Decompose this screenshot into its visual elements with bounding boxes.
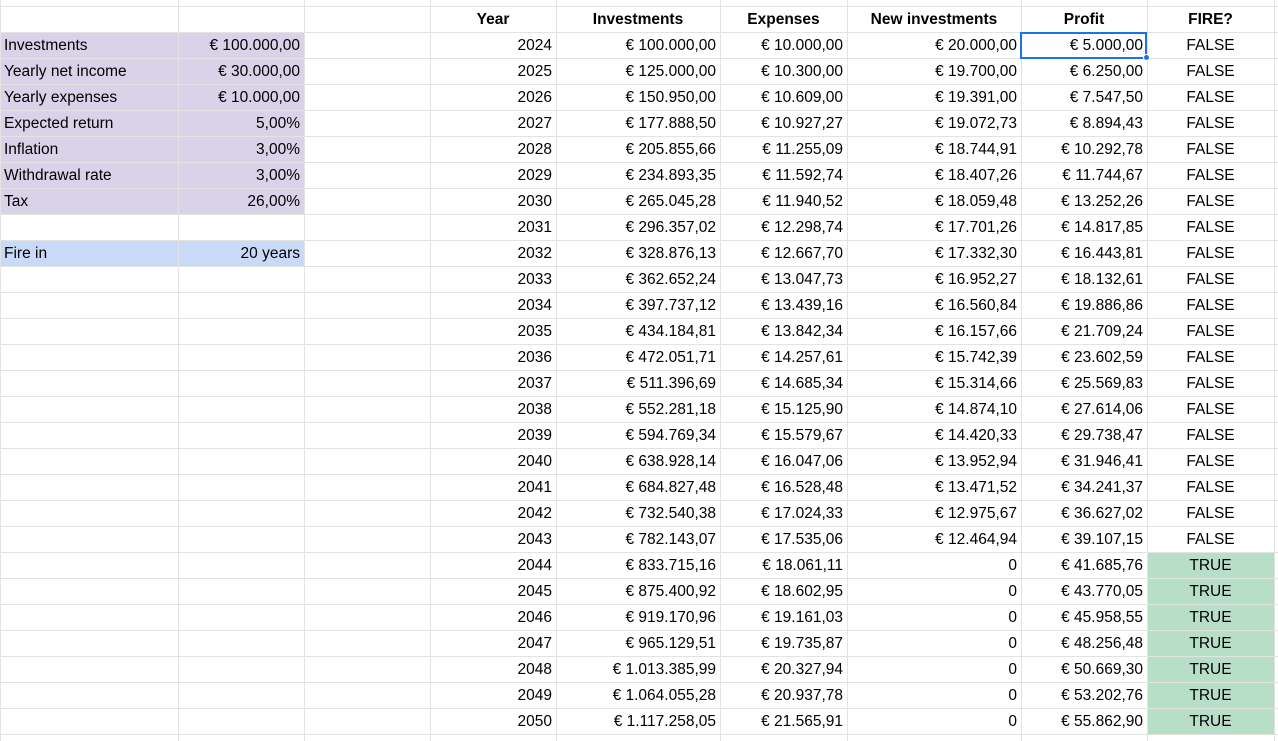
investments-cell[interactable]: € 434.184,81 — [625, 323, 716, 340]
expenses-cell[interactable]: € 21.565,91 — [761, 713, 843, 730]
param-value[interactable]: 3,00% — [256, 167, 300, 184]
expenses-cell[interactable]: € 16.528,48 — [761, 479, 843, 496]
new-investments-cell[interactable]: 0 — [1008, 635, 1017, 652]
new-investments-cell[interactable]: € 13.471,52 — [935, 479, 1017, 496]
profit-cell[interactable]: € 16.443,81 — [1061, 245, 1143, 262]
year-cell[interactable]: 2026 — [517, 89, 552, 106]
new-investments-cell[interactable]: € 16.560,84 — [935, 297, 1017, 314]
investments-cell[interactable]: € 150.950,00 — [625, 89, 716, 106]
param-label[interactable]: Yearly expenses — [4, 89, 118, 106]
investments-cell[interactable]: € 397.737,12 — [625, 297, 716, 314]
investments-cell[interactable]: € 205.855,66 — [625, 141, 716, 158]
param-label[interactable]: Expected return — [4, 115, 114, 132]
year-cell[interactable]: 2043 — [517, 531, 552, 548]
fire-cell[interactable]: TRUE — [1189, 635, 1232, 652]
expenses-cell[interactable]: € 15.579,67 — [761, 427, 843, 444]
profit-cell[interactable]: € 29.738,47 — [1061, 427, 1143, 444]
new-investments-cell[interactable]: € 19.700,00 — [935, 63, 1017, 80]
expenses-cell[interactable]: € 10.000,00 — [761, 37, 843, 54]
investments-cell[interactable]: € 594.769,34 — [625, 427, 716, 444]
year-cell[interactable]: 2038 — [517, 401, 552, 418]
expenses-cell[interactable]: € 12.298,74 — [761, 219, 843, 236]
profit-cell[interactable]: € 14.817,85 — [1061, 219, 1143, 236]
expenses-cell[interactable]: € 18.602,95 — [761, 583, 843, 600]
fire-cell[interactable]: FALSE — [1186, 271, 1235, 288]
fire-cell[interactable]: FALSE — [1186, 479, 1235, 496]
year-cell[interactable]: 2048 — [517, 661, 552, 678]
profit-cell[interactable]: € 27.614,06 — [1061, 401, 1143, 418]
grid-col-line — [1274, 0, 1275, 741]
investments-cell[interactable]: € 1.013.385,99 — [612, 661, 716, 678]
investments-cell[interactable]: € 684.827,48 — [625, 479, 716, 496]
fire-cell[interactable]: FALSE — [1186, 141, 1235, 158]
fire-cell[interactable]: FALSE — [1186, 349, 1235, 366]
new-investments-cell[interactable]: € 14.874,10 — [935, 401, 1017, 418]
fire-in-value[interactable]: 20 years — [240, 245, 300, 262]
year-cell[interactable]: 2030 — [517, 193, 552, 210]
year-cell[interactable]: 2045 — [517, 583, 552, 600]
profit-cell[interactable]: € 43.770,05 — [1061, 583, 1143, 600]
investments-cell[interactable]: € 362.652,24 — [625, 271, 716, 288]
param-label[interactable]: Yearly net income — [4, 63, 127, 80]
param-value[interactable]: 3,00% — [256, 141, 300, 158]
profit-cell[interactable]: € 5.000,00 — [1069, 37, 1143, 54]
header-fire[interactable]: FIRE? — [1188, 11, 1233, 28]
new-investments-cell[interactable]: € 15.314,66 — [935, 375, 1017, 392]
year-cell[interactable]: 2029 — [517, 167, 552, 184]
new-investments-cell[interactable]: € 17.701,26 — [935, 219, 1017, 236]
expenses-cell[interactable]: € 10.609,00 — [761, 89, 843, 106]
year-cell[interactable]: 2046 — [517, 609, 552, 626]
fire-cell[interactable]: FALSE — [1186, 375, 1235, 392]
expenses-cell[interactable]: € 20.327,94 — [761, 661, 843, 678]
new-investments-cell[interactable]: 0 — [1008, 687, 1017, 704]
profit-cell[interactable]: € 13.252,26 — [1061, 193, 1143, 210]
year-cell[interactable]: 2025 — [517, 63, 552, 80]
fire-cell[interactable]: FALSE — [1186, 505, 1235, 522]
profit-cell[interactable]: € 31.946,41 — [1061, 453, 1143, 470]
expenses-cell[interactable]: € 12.667,70 — [761, 245, 843, 262]
investments-cell[interactable]: € 833.715,16 — [625, 557, 716, 574]
expenses-cell[interactable]: € 11.255,09 — [762, 141, 843, 158]
year-cell[interactable]: 2035 — [517, 323, 552, 340]
new-investments-cell[interactable]: 0 — [1008, 713, 1017, 730]
param-value[interactable]: 5,00% — [256, 115, 300, 132]
investments-cell[interactable]: € 296.357,02 — [625, 219, 716, 236]
new-investments-cell[interactable]: € 13.952,94 — [935, 453, 1017, 470]
year-cell[interactable]: 2032 — [517, 245, 552, 262]
expenses-cell[interactable]: € 11.940,52 — [762, 193, 843, 210]
fire-cell[interactable]: TRUE — [1189, 661, 1232, 678]
year-cell[interactable]: 2041 — [517, 479, 552, 496]
profit-cell[interactable]: € 36.627,02 — [1061, 505, 1143, 522]
new-investments-cell[interactable]: € 18.407,26 — [935, 167, 1017, 184]
profit-cell[interactable]: € 55.862,90 — [1061, 713, 1143, 730]
header-new-investments[interactable]: New investments — [870, 11, 998, 28]
profit-cell[interactable]: € 50.669,30 — [1061, 661, 1143, 678]
profit-cell[interactable]: € 53.202,76 — [1061, 687, 1143, 704]
expenses-cell[interactable]: € 17.535,06 — [761, 531, 843, 548]
expenses-cell[interactable]: € 16.047,06 — [761, 453, 843, 470]
expenses-cell[interactable]: € 15.125,90 — [761, 401, 843, 418]
new-investments-cell[interactable]: € 17.332,30 — [935, 245, 1017, 262]
fire-cell[interactable]: FALSE — [1186, 531, 1235, 548]
profit-cell[interactable]: € 23.602,59 — [1061, 349, 1143, 366]
new-investments-cell[interactable]: € 20.000,00 — [935, 37, 1017, 54]
year-cell[interactable]: 2028 — [517, 141, 552, 158]
year-cell[interactable]: 2049 — [517, 687, 552, 704]
new-investments-cell[interactable]: € 19.391,00 — [935, 89, 1017, 106]
expenses-cell[interactable]: € 19.735,87 — [761, 635, 843, 652]
fill-handle[interactable] — [1143, 54, 1150, 61]
fire-cell[interactable]: FALSE — [1186, 89, 1235, 106]
param-label[interactable]: Investments — [4, 37, 88, 54]
investments-cell[interactable]: € 177.888,50 — [625, 115, 716, 132]
param-value[interactable]: 26,00% — [247, 193, 300, 210]
expenses-cell[interactable]: € 20.937,78 — [761, 687, 843, 704]
profit-cell[interactable]: € 8.894,43 — [1069, 115, 1143, 132]
investments-cell[interactable]: € 234.893,35 — [625, 167, 716, 184]
expenses-cell[interactable]: € 18.061,11 — [762, 557, 843, 574]
header-investments[interactable]: Investments — [592, 11, 684, 28]
expenses-cell[interactable]: € 13.842,34 — [761, 323, 843, 340]
profit-cell[interactable]: € 6.250,00 — [1069, 63, 1143, 80]
header-profit[interactable]: Profit — [1063, 11, 1105, 28]
investments-cell[interactable]: € 919.170,96 — [625, 609, 716, 626]
fire-cell[interactable]: TRUE — [1189, 583, 1232, 600]
new-investments-cell[interactable]: € 16.952,27 — [935, 271, 1017, 288]
fire-cell[interactable]: FALSE — [1186, 245, 1235, 262]
profit-cell[interactable]: € 45.958,55 — [1061, 609, 1143, 626]
fire-cell[interactable]: FALSE — [1186, 37, 1235, 54]
expenses-cell[interactable]: € 14.257,61 — [761, 349, 843, 366]
fire-cell[interactable]: FALSE — [1186, 167, 1235, 184]
year-cell[interactable]: 2050 — [517, 713, 552, 730]
fire-cell[interactable]: FALSE — [1186, 193, 1235, 210]
year-cell[interactable]: 2036 — [517, 349, 552, 366]
investments-cell[interactable]: € 965.129,51 — [625, 635, 716, 652]
year-cell[interactable]: 2047 — [517, 635, 552, 652]
fire-cell[interactable]: TRUE — [1189, 609, 1232, 626]
expenses-cell[interactable]: € 13.439,16 — [761, 297, 843, 314]
investments-cell[interactable]: € 265.045,28 — [625, 193, 716, 210]
profit-cell[interactable]: € 7.547,50 — [1069, 89, 1143, 106]
investments-cell[interactable]: € 875.400,92 — [625, 583, 716, 600]
investments-cell[interactable]: € 1.064.055,28 — [612, 687, 716, 704]
expenses-cell[interactable]: € 10.927,27 — [761, 115, 843, 132]
fire-cell[interactable]: TRUE — [1189, 687, 1232, 704]
new-investments-cell[interactable]: € 19.072,73 — [935, 115, 1017, 132]
param-label[interactable]: Withdrawal rate — [4, 167, 112, 184]
profit-cell[interactable]: € 34.241,37 — [1061, 479, 1143, 496]
fire-cell[interactable]: FALSE — [1186, 427, 1235, 444]
fire-in-label[interactable]: Fire in — [4, 245, 48, 262]
new-investments-cell[interactable]: € 12.975,67 — [935, 505, 1017, 522]
fire-cell[interactable]: FALSE — [1186, 297, 1235, 314]
investments-cell[interactable]: € 732.540,38 — [625, 505, 716, 522]
new-investments-cell[interactable]: € 12.464,94 — [935, 531, 1017, 548]
profit-cell[interactable]: € 11.744,67 — [1062, 167, 1143, 184]
investments-cell[interactable]: € 552.281,18 — [625, 401, 716, 418]
investments-cell[interactable]: € 100.000,00 — [625, 37, 716, 54]
investments-cell[interactable]: € 125.000,00 — [625, 63, 716, 80]
fire-cell[interactable]: TRUE — [1189, 713, 1232, 730]
param-label[interactable]: Tax — [4, 193, 29, 210]
year-cell[interactable]: 2044 — [517, 557, 552, 574]
fire-cell[interactable]: FALSE — [1186, 219, 1235, 236]
year-cell[interactable]: 2039 — [517, 427, 552, 444]
fire-cell[interactable]: FALSE — [1186, 63, 1235, 80]
header-expenses[interactable]: Expenses — [747, 11, 820, 28]
expenses-cell[interactable]: € 11.592,74 — [762, 167, 843, 184]
expenses-cell[interactable]: € 13.047,73 — [761, 271, 843, 288]
expenses-cell[interactable]: € 10.300,00 — [761, 63, 843, 80]
new-investments-cell[interactable]: € 15.742,39 — [935, 349, 1017, 366]
fire-cell[interactable]: FALSE — [1186, 323, 1235, 340]
year-cell[interactable]: 2037 — [517, 375, 552, 392]
profit-cell[interactable]: € 39.107,15 — [1061, 531, 1143, 548]
profit-cell[interactable]: € 25.569,83 — [1061, 375, 1143, 392]
profit-cell[interactable]: € 48.256,48 — [1061, 635, 1143, 652]
param-value[interactable]: € 30.000,00 — [218, 63, 300, 80]
year-cell[interactable]: 2040 — [517, 453, 552, 470]
investments-cell[interactable]: € 1.117.258,05 — [613, 713, 716, 730]
year-cell[interactable]: 2024 — [517, 37, 552, 54]
expenses-cell[interactable]: € 19.161,03 — [761, 609, 843, 626]
investments-cell[interactable]: € 782.143,07 — [625, 531, 716, 548]
investments-cell[interactable]: € 638.928,14 — [625, 453, 716, 470]
new-investments-cell[interactable]: 0 — [1008, 583, 1017, 600]
fire-cell[interactable]: FALSE — [1186, 453, 1235, 470]
profit-cell[interactable]: € 10.292,78 — [1061, 141, 1143, 158]
profit-cell[interactable]: € 18.132,61 — [1061, 271, 1143, 288]
profit-cell[interactable]: € 21.709,24 — [1061, 323, 1143, 340]
year-cell[interactable]: 2034 — [517, 297, 552, 314]
year-cell[interactable]: 2031 — [517, 219, 552, 236]
param-label[interactable]: Inflation — [4, 141, 59, 158]
new-investments-cell[interactable]: € 16.157,66 — [935, 323, 1017, 340]
fire-cell[interactable]: TRUE — [1189, 557, 1232, 574]
expenses-cell[interactable]: € 14.685,34 — [761, 375, 843, 392]
new-investments-cell[interactable]: € 18.744,91 — [935, 141, 1017, 158]
fire-cell[interactable]: FALSE — [1186, 401, 1235, 418]
new-investments-cell[interactable]: € 14.420,33 — [935, 427, 1017, 444]
new-investments-cell[interactable]: € 18.059,48 — [935, 193, 1017, 210]
new-investments-cell[interactable]: 0 — [1008, 661, 1017, 678]
investments-cell[interactable]: € 472.051,71 — [625, 349, 716, 366]
fire-cell[interactable]: FALSE — [1186, 115, 1235, 132]
investments-cell[interactable]: € 511.396,69 — [626, 375, 716, 392]
investments-cell[interactable]: € 328.876,13 — [625, 245, 716, 262]
header-year[interactable]: Year — [476, 11, 510, 28]
new-investments-cell[interactable]: 0 — [1008, 557, 1017, 574]
year-cell[interactable]: 2033 — [517, 271, 552, 288]
expenses-cell[interactable]: € 17.024,33 — [761, 505, 843, 522]
param-value[interactable]: € 10.000,00 — [218, 89, 300, 106]
new-investments-cell[interactable]: 0 — [1008, 609, 1017, 626]
year-cell[interactable]: 2027 — [517, 115, 552, 132]
profit-cell[interactable]: € 41.685,76 — [1061, 557, 1143, 574]
profit-cell[interactable]: € 19.886,86 — [1061, 297, 1143, 314]
year-cell[interactable]: 2042 — [517, 505, 552, 522]
param-value[interactable]: € 100.000,00 — [209, 37, 300, 54]
grid-col-line — [304, 0, 305, 741]
